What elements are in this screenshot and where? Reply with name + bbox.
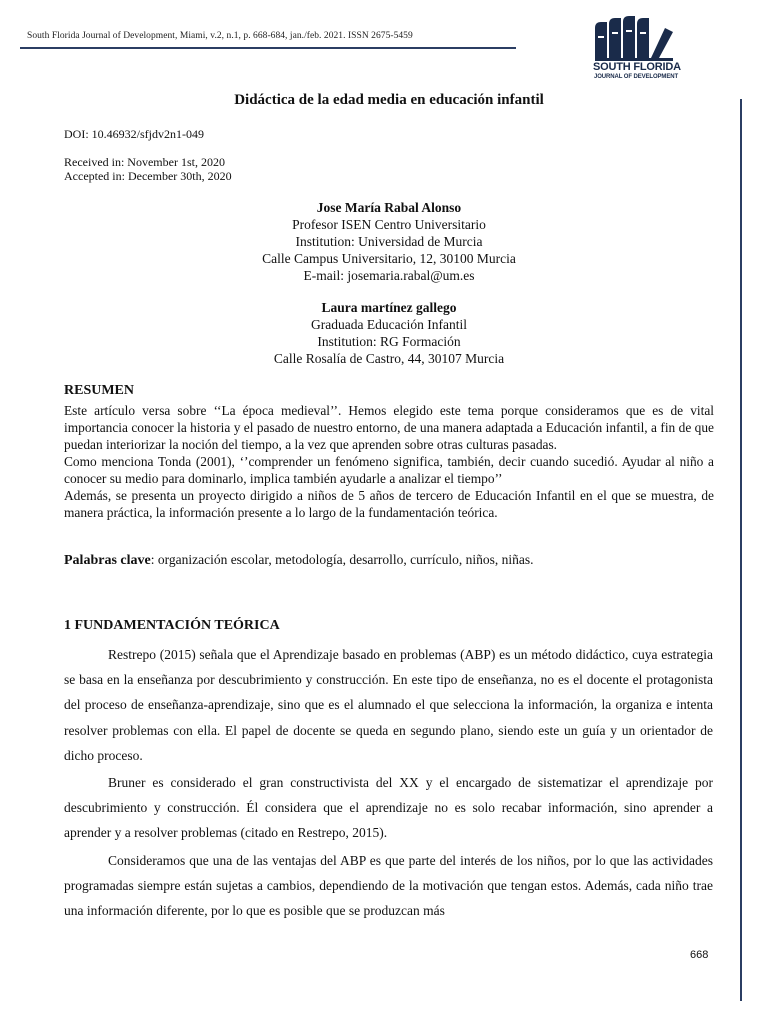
header-rule bbox=[20, 47, 516, 49]
section-body bbox=[64, 642, 713, 923]
abstract-paragraph: Además, se presenta un proyecto dirigido a niños de 5 años de tercero de Educación Infantil en el que se muestra, de manera práctica, la información presente a lo largo de la fundamentación teórica. bbox=[64, 488, 714, 520]
journal-header: South Florida Journal of Development, Miami, v.2, n.1, p. 668-684, jan./feb. 2021. ISSN 2675-5459 bbox=[27, 31, 413, 41]
keywords-label: Palabras clave bbox=[64, 553, 151, 568]
books-logo-icon bbox=[593, 14, 705, 62]
received-date: Received in: November 1st, 2020 bbox=[64, 155, 225, 169]
author-name: Laura martínez gallego bbox=[321, 300, 457, 315]
body-paragraph: Consideramos que una de las ventajas del ABP es que parte del interés de los niños, por lo que las actividades programadas siempre están sujetas a cambios, dependiendo de la motivación que tengan estos. Además, cada niño trae una información diferente, por lo que es posible que se produzcan más bbox=[64, 852, 713, 919]
author-institution: Institution: RG Formación bbox=[317, 334, 461, 349]
author-institution: Institution: Universidad de Murcia bbox=[295, 234, 483, 249]
author-name: Jose María Rabal Alonso bbox=[316, 200, 462, 215]
abstract-heading: RESUMEN bbox=[64, 383, 135, 398]
author-affiliation: Profesor ISEN Centro Universitario bbox=[292, 217, 486, 232]
body-paragraph: Bruner es considerado el gran constructivista del XX y el encargado de sistematizar el aprendizaje por descubrimiento y construcción. Él considera que el aprendizaje no es solo recabar información, sino aprender a aprender y a resolver problemas (citado en Restrepo, 2015). bbox=[64, 775, 713, 841]
logo-subtitle: JOURNAL OF DEVELOPMENT bbox=[594, 74, 679, 80]
abstract-paragraph: Como menciona Tonda (2001), ‘’comprender un fenómeno significa, también, decir cuando sucedió. Ayudar al niño a conocer su medio para dominarlo, implica también ayudarle a analizar el tiempo’’ bbox=[64, 454, 714, 486]
author-email: E-mail: josemaria.rabal@um.es bbox=[303, 268, 475, 283]
section-heading: 1 FUNDAMENTACIÓN TEÓRICA bbox=[64, 618, 280, 633]
author-block bbox=[0, 299, 768, 367]
keywords bbox=[64, 552, 714, 569]
abstract-paragraph: Este artículo versa sobre ‘‘La época medieval’’. Hemos elegido este tema porque consideramos que es de vital importancia conocer la historia y el pasado de nuestro entorno, de una manera adaptada a Educación infantil, a fin de que puedan interiorizar la noción del tiempo, a la vez que aprenden sobre otras culturas pasadas. bbox=[64, 403, 714, 452]
accepted-date: Accepted in: December 30th, 2020 bbox=[64, 169, 232, 183]
page-number: 668 bbox=[690, 949, 709, 961]
logo-name: SOUTH FLORIDA bbox=[593, 61, 681, 73]
author-affiliation: Graduada Educación Infantil bbox=[311, 317, 467, 332]
body-paragraph: Restrepo (2015) señala que el Aprendizaje basado en problemas (ABP) es un método didáctico, cuya estrategia se basa en la enseñanza por descubrimiento y construcción. En este tipo de enseñanza, no es el docente el protagonista del proceso de enseñanza-aprendizaje, sino que es el alumnado el que selecciona la información, la organiza e intenta resolver problemas con ella. El papel de docente se queda en segundo plano, siendo este un guía y un orientador de dicho proceso. bbox=[64, 647, 713, 763]
author-address: Calle Campus Universitario, 12, 30100 Murcia bbox=[262, 251, 516, 266]
journal-logo bbox=[593, 14, 705, 84]
paper-title: Didáctica de la edad media en educación infantil bbox=[234, 92, 544, 108]
keywords-list: : organización escolar, metodología, desarrollo, currículo, niños, niñas. bbox=[150, 552, 534, 567]
author-address: Calle Rosalía de Castro, 44, 30107 Murcia bbox=[273, 351, 505, 366]
author-block bbox=[0, 199, 768, 284]
abstract-text bbox=[64, 402, 714, 521]
doi: DOI: 10.46932/sfjdv2n1-049 bbox=[64, 127, 204, 141]
